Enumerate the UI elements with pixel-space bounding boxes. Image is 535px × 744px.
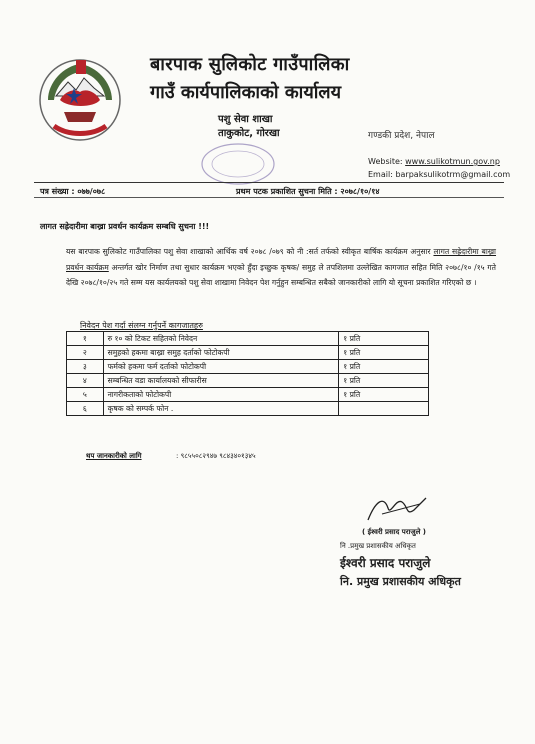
document-row [67, 332, 429, 346]
municipality-name: बारपाक सुलिकोट गाउँपालिका [150, 54, 350, 75]
header-divider [34, 182, 504, 183]
document-serial: ५ [67, 388, 104, 402]
nepal-government-emblem [34, 52, 126, 144]
province-label: गण्डकी प्रदेश, नेपाल [368, 131, 435, 141]
document-row [67, 388, 429, 402]
body-program-name: लागत सह्रेदारीमा बाख्रा प्रवर्धन कार्यक्रम [66, 247, 497, 272]
document-row [67, 402, 429, 416]
documents-table [66, 331, 429, 416]
meta-divider [34, 197, 504, 198]
document-serial: १ [67, 332, 104, 346]
office-location: ताकुकोट, गोरखा [218, 128, 280, 139]
document-description: फर्मको हकमा फर्म दर्ताको फोटोकपी [103, 360, 339, 374]
email-label: Email: [368, 170, 393, 179]
document-description: कृषक को सम्पर्क फोन . [103, 402, 339, 416]
document-copies: १ प्रति [339, 360, 429, 374]
document-row [67, 360, 429, 374]
handwritten-signature [362, 490, 432, 526]
office-name: गाउँ कार्यपालिकाको कार्यालय [150, 82, 342, 103]
website-line [368, 157, 500, 166]
document-description: नागरीकताको फोटोकपी [103, 388, 339, 402]
body-part2: अन्तर्गत खोर निर्माण तथा सुधार कार्यक्रम भएकाे हुँदा इच्छुक कृषक/ समुह ले तपशिलमा उल्लेखित कागजात सहित मिति २०७८/१० /१५ गते देखि २०७८/१०/२५ गते सम्म यस कार्यलयको पशु सेवा शाखामा निवेदन पेश गर्नुहुन सम्बन्धित सबैको जानकारीको लागि यो सूचना प्रकाशित गरिएको छ । [66, 262, 497, 287]
publish-date: प्रथम पटक प्रकाशित सुचना मिति : २०७८/१०/१४ [236, 187, 380, 196]
seal-title: नि. प्रमुख प्रशासकीय अधिकृत [340, 575, 461, 588]
office-stamp [198, 138, 280, 188]
document-description: रु १० को टिकट सहितको निवेदन [103, 332, 339, 346]
documents-heading: निवेदन पेश गर्दा संलग्न गर्नुपर्ने कागजातहरु [80, 321, 203, 330]
document-row [67, 374, 429, 388]
signatory-name: ( ईश्वरी प्रसाद पराजुले ) [362, 528, 426, 536]
document-copies: १ प्रति [339, 332, 429, 346]
document-serial: २ [67, 346, 104, 360]
document-description: सम्बन्धित वडा कार्यालयको सीफारीस [103, 374, 339, 388]
notice-body [66, 244, 496, 291]
contact-label: थप जानकारीको लागि [86, 452, 142, 460]
document-row [67, 346, 429, 360]
contact-numbers: : ९८५५०८२९४७ ९८४३४०१३४५ [176, 452, 256, 460]
section-name: पशु सेवा शाखा [218, 114, 273, 125]
document-copies: १ प्रति [339, 346, 429, 360]
document-copies: १ प्रति [339, 388, 429, 402]
seal-name: ईश्वरी प्रसाद पराजुले [340, 556, 431, 570]
email-line [368, 170, 510, 179]
document-serial: ६ [67, 402, 104, 416]
signatory-title: नि .प्रमुख प्रशासकीय अधिकृत [340, 542, 416, 550]
document-copies [339, 402, 429, 416]
website-label: Website: [368, 157, 403, 166]
notice-subject: लागत सह्रेदारीमा बाख्रा प्रवर्धन कार्यक्रम सम्बधि सुचना !!! [40, 222, 210, 231]
reference-number: पत्र संख्या : ०७७/०७८ [40, 187, 106, 196]
body-part1: यस बारपाक सुलिकोट गाउँपालिका पशु सेवा शाखाको आर्थिक वर्ष २०७८ /०७९ को नी :सर्त तर्फको स्वीकृत बार्षिक कार्यक्रम अनुसार [66, 247, 434, 256]
document-description: समुहको हकमा बाख्रा समुह दर्ताको फोटोकपी [103, 346, 339, 360]
document-serial: ४ [67, 374, 104, 388]
document-copies: १ प्रति [339, 374, 429, 388]
website-link[interactable]: www.sulikotmun.gov.np [405, 157, 500, 166]
document-serial: ३ [67, 360, 104, 374]
email-address[interactable]: barpaksulikotrm@gmail.com [395, 170, 511, 179]
